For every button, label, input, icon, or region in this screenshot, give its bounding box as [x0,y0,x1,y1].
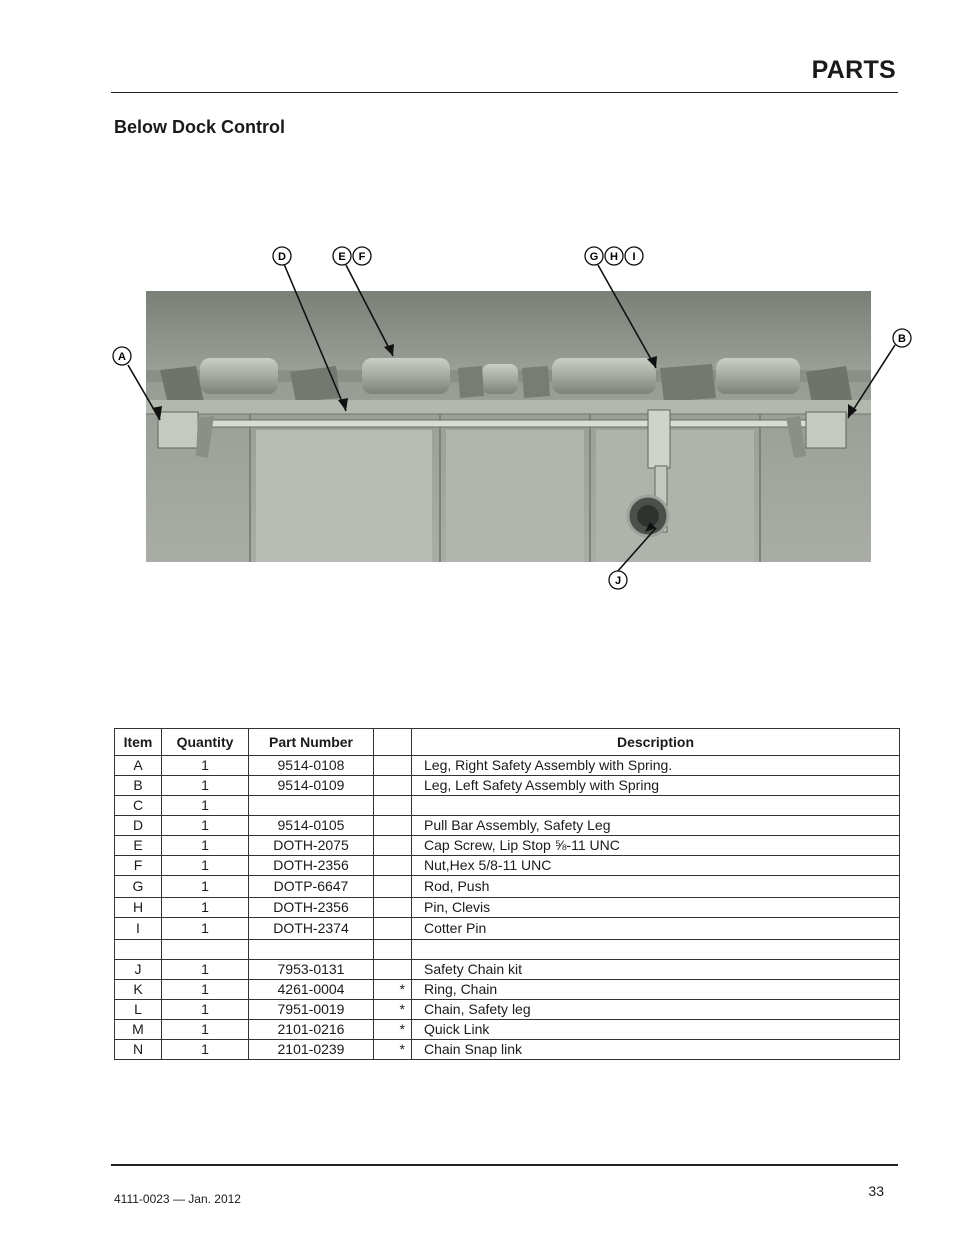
cell-quantity: 1 [162,796,249,816]
cell-quantity: 1 [162,836,249,856]
cell-note [374,898,412,918]
callout-d-label: D [278,251,286,263]
cell-part-number: 9514-0108 [249,756,374,776]
table-row [115,756,900,776]
column-header-item: Item [115,729,162,756]
table-row [115,918,900,940]
callout-i-label: I [632,251,636,263]
dock-photo [146,291,871,562]
cell-note: * [374,980,412,1000]
cell-description: Quick Link [412,1020,900,1040]
callout-g [585,247,603,265]
callout-f [353,247,371,265]
callout-j [609,571,627,589]
callout-e-label: E [338,251,346,263]
cell-note [374,776,412,796]
cell-description: Nut,Hex 5/8-11 UNC [412,856,900,876]
cell-item: N [115,1040,162,1060]
footer-rule [111,1164,898,1166]
cell-item: K [115,980,162,1000]
callout-h-label: H [610,251,618,263]
cell-note [374,960,412,980]
table-row [115,796,900,816]
cell-note [374,918,412,940]
cell-description: Leg, Right Safety Assembly with Spring. [412,756,900,776]
cell-quantity: 1 [162,1040,249,1060]
cell-quantity: 1 [162,856,249,876]
cell-quantity: 1 [162,776,249,796]
column-header-part-number: Part Number [249,729,374,756]
callout-h [605,247,623,265]
table-row [115,1040,900,1060]
cell-description: Cotter Pin [412,918,900,940]
cell-item: M [115,1020,162,1040]
cell-description: Chain Snap link [412,1040,900,1060]
cell-part-number: 9514-0109 [249,776,374,796]
table-row [115,816,900,836]
cell-item: F [115,856,162,876]
cell-note [374,756,412,776]
cell-note [374,816,412,836]
section-title: PARTS [811,56,896,84]
table-row [115,960,900,980]
table-row [115,836,900,856]
cell-item: B [115,776,162,796]
page-number: 33 [868,1183,884,1199]
cell-quantity: 1 [162,918,249,940]
cell-item: A [115,756,162,776]
cell-description [412,940,900,960]
cell-note: * [374,1040,412,1060]
cell-description: Ring, Chain [412,980,900,1000]
cell-part-number [249,796,374,816]
cell-note [374,876,412,898]
table-row [115,776,900,796]
cell-quantity: 1 [162,816,249,836]
cell-description: Pull Bar Assembly, Safety Leg [412,816,900,836]
cell-description: Safety Chain kit [412,960,900,980]
cell-description [412,796,900,816]
table-header-row [115,729,900,756]
parts-table [114,728,900,1060]
cell-quantity [162,940,249,960]
cell-description: Pin, Clevis [412,898,900,918]
cell-part-number [249,940,374,960]
cell-note [374,940,412,960]
cell-part-number: DOTH-2356 [249,856,374,876]
cell-quantity: 1 [162,756,249,776]
cell-description: Cap Screw, Lip Stop ⅝-11 UNC [412,836,900,856]
callout-d [273,247,291,265]
cell-note [374,856,412,876]
column-header-description: Description [412,729,900,756]
cell-quantity: 1 [162,1020,249,1040]
callout-a-label: A [118,351,126,363]
cell-part-number: 2101-0216 [249,1020,374,1040]
cell-description: Rod, Push [412,876,900,898]
table-row [115,1020,900,1040]
cell-note: * [374,1000,412,1020]
cell-note [374,796,412,816]
table-row [115,1000,900,1020]
table-row [115,898,900,918]
callout-j-label: J [614,575,622,587]
cell-part-number: 4261-0004 [249,980,374,1000]
cell-item: L [115,1000,162,1020]
cell-item: I [115,918,162,940]
cell-part-number: 7953-0131 [249,960,374,980]
cell-part-number: 2101-0239 [249,1040,374,1060]
callout-g-label: G [589,251,599,263]
cell-part-number: DOTH-2374 [249,918,374,940]
cell-quantity: 1 [162,1000,249,1020]
cell-item: C [115,796,162,816]
document-id: 4111-0023 — Jan. 2012 [114,1192,241,1206]
page-title: Below Dock Control [114,117,286,137]
cell-part-number: DOTH-2356 [249,898,374,918]
table-row [115,876,900,898]
cell-item [115,940,162,960]
cell-item: D [115,816,162,836]
callout-f-label: F [358,251,366,263]
column-header-note [374,729,412,756]
table-row [115,980,900,1000]
cell-quantity: 1 [162,876,249,898]
cell-item: H [115,898,162,918]
cell-description: Chain, Safety leg [412,1000,900,1020]
cell-part-number: DOTP-6647 [249,876,374,898]
cell-note [374,836,412,856]
callout-a [113,347,131,365]
cell-note: * [374,1020,412,1040]
callout-b [893,329,911,347]
callout-i [625,247,643,265]
cell-description: Leg, Left Safety Assembly with Spring [412,776,900,796]
cell-quantity: 1 [162,898,249,918]
column-header-quantity: Quantity [162,729,249,756]
cell-part-number: 9514-0105 [249,816,374,836]
cell-quantity: 1 [162,960,249,980]
callout-e [333,247,351,265]
callout-b-label: B [898,333,906,345]
cell-part-number: 7951-0019 [249,1000,374,1020]
table-row [115,940,900,960]
cell-item: E [115,836,162,856]
cell-item: G [115,876,162,898]
table-row [115,856,900,876]
cell-part-number: DOTH-2075 [249,836,374,856]
cell-item: J [115,960,162,980]
cell-quantity: 1 [162,980,249,1000]
